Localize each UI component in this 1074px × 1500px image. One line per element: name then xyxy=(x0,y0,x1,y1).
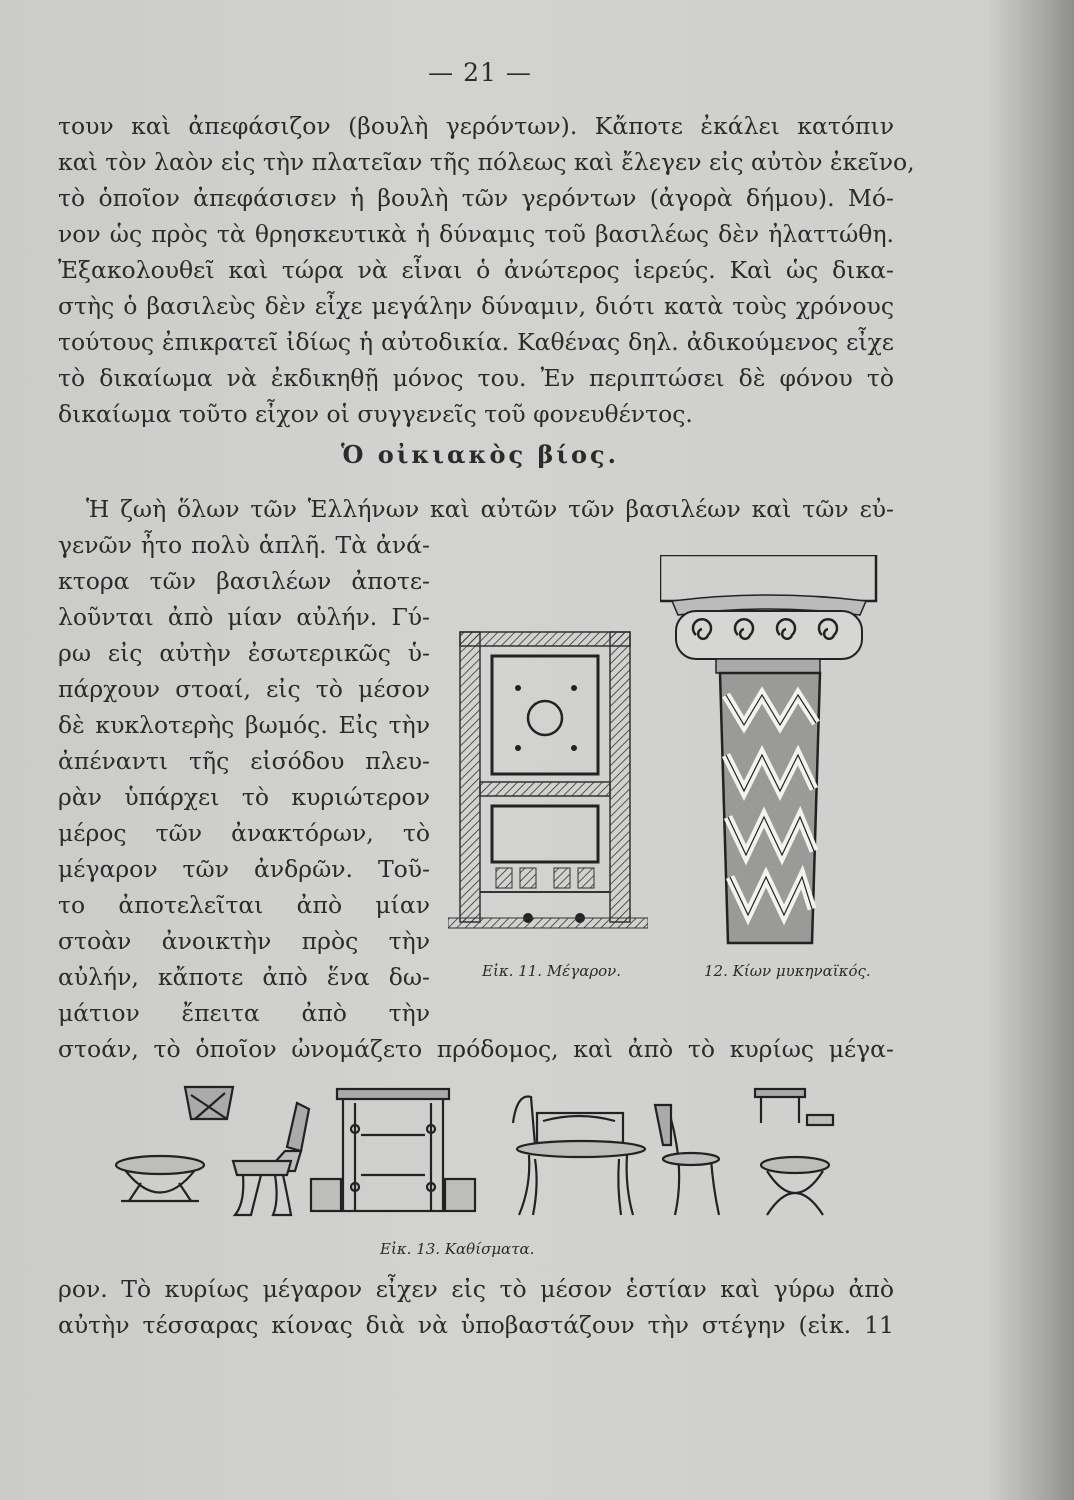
figure-12-caption: 12. Κίων μυκηναϊκός. xyxy=(704,962,871,980)
section-heading: Ὁ οἰκιακὸς βίος. xyxy=(341,440,619,469)
column-text-line: μέγαρον τῶν ἀνδρῶν. Τοῦ- xyxy=(58,855,430,883)
text-line: στοάν, τὸ ὁποῖον ὠνομάζετο πρόδομος, καὶ ἀπὸ τὸ κυρίως μέγα- xyxy=(58,1035,894,1063)
text-line: τουν καὶ ἀπεφάσιζον (βουλὴ γερόντων). Κἄποτε ἐκάλει κατόπιν xyxy=(58,112,894,140)
column-text-line: ρω εἰς αὐτὴν ἐσωτερικῶς ὑ- xyxy=(58,639,430,667)
column-text-line: μάτιον ἔπειτα ἀπὸ τὴν xyxy=(58,999,430,1027)
text-line: τούτους ἐπικρατεῖ ἰδίως ἡ αὐτοδικία. Καθένας δηλ. ἀδικούμενος εἶχε xyxy=(58,328,894,356)
column-text-line: κτορα τῶν βασιλέων ἀποτε- xyxy=(58,567,430,595)
column-text-line: μέρος τῶν ἀνακτόρων, τὸ xyxy=(58,819,430,847)
text-line: αὐτὴν τέσσαρας κίονας διὰ νὰ ὑποβαστάζουν τὴν στέγην (εἰκ. 11 xyxy=(58,1311,894,1339)
text-line: τὸ ὁποῖον ἀπεφάσισεν ἡ βουλὴ τῶν γερόντων (ἀγορὰ δήμου). Μό- xyxy=(58,184,894,212)
column-text-line: αὐλήν, κἄποτε ἀπὸ ἕνα δω- xyxy=(58,963,430,991)
page-number: — 21 — xyxy=(428,58,532,87)
column-text-line: ἀπέναντι τῆς εἰσόδου πλευ- xyxy=(58,747,430,775)
text-line: τὸ δικαίωμα νὰ ἐκδικηθῇ μόνος του. Ἐν περιπτώσει δὲ φόνου τὸ xyxy=(58,364,894,392)
mycenaean-column-figure xyxy=(660,555,880,955)
column-text-line: δὲ κυκλοτερὴς βωμός. Εἰς τὴν xyxy=(58,711,430,739)
text-line: καὶ τὸν λαὸν εἰς τὴν πλατεῖαν τῆς πόλεως καὶ ἔλεγεν εἰς αὐτὸν ἐκεῖνο, xyxy=(58,148,915,176)
column-text-line: στοὰν ἀνοικτὴν πρὸς τὴν xyxy=(58,927,430,955)
text-line: νον ὡς πρὸς τὰ θρησκευτικὰ ἡ δύναμις τοῦ βασιλέως δὲν ἠλαττώθη. xyxy=(58,220,894,248)
paragraph-first-line: Ἡ ζωὴ ὅλων τῶν Ἑλλήνων καὶ αὐτῶν τῶν βασιλέων καὶ τῶν εὐ- xyxy=(86,495,894,523)
column-text-line: το ἀποτελεῖται ἀπὸ μίαν xyxy=(58,891,430,919)
megaron-plan-figure xyxy=(448,622,648,952)
column-text-line: ρὰν ὑπάρχει τὸ κυριώτερον xyxy=(58,783,430,811)
column-text-line: γενῶν ἦτο πολὺ ἁπλῆ. Τὰ ἀνά- xyxy=(58,531,430,559)
chairs-figure xyxy=(115,1075,875,1225)
text-line: δικαίωμα τοῦτο εἶχον οἱ συγγενεῖς τοῦ φονευθέντος. xyxy=(58,400,693,428)
column-text-line: λοῦνται ἀπὸ μίαν αὐλήν. Γύ- xyxy=(58,603,430,631)
figure-11-caption: Εἰκ. 11. Μέγαρον. xyxy=(482,962,622,980)
column-text-line: πάρχουν στοαί, εἰς τὸ μέσον xyxy=(58,675,430,703)
text-line: ρον. Τὸ κυρίως μέγαρον εἶχεν εἰς τὸ μέσον ἑστίαν καὶ γύρω ἀπὸ xyxy=(58,1275,894,1303)
text-line: Ἐξακολουθεῖ καὶ τώρα νὰ εἶναι ὁ ἀνώτερος ἱερεύς. Καὶ ὡς δικα- xyxy=(58,256,894,284)
figure-13-caption: Εἰκ. 13. Καθίσματα. xyxy=(380,1240,535,1258)
text-line: στὴς ὁ βασιλεὺς δὲν εἶχε μεγάλην δύναμιν, διότι κατὰ τοὺς χρόνους xyxy=(58,292,894,320)
